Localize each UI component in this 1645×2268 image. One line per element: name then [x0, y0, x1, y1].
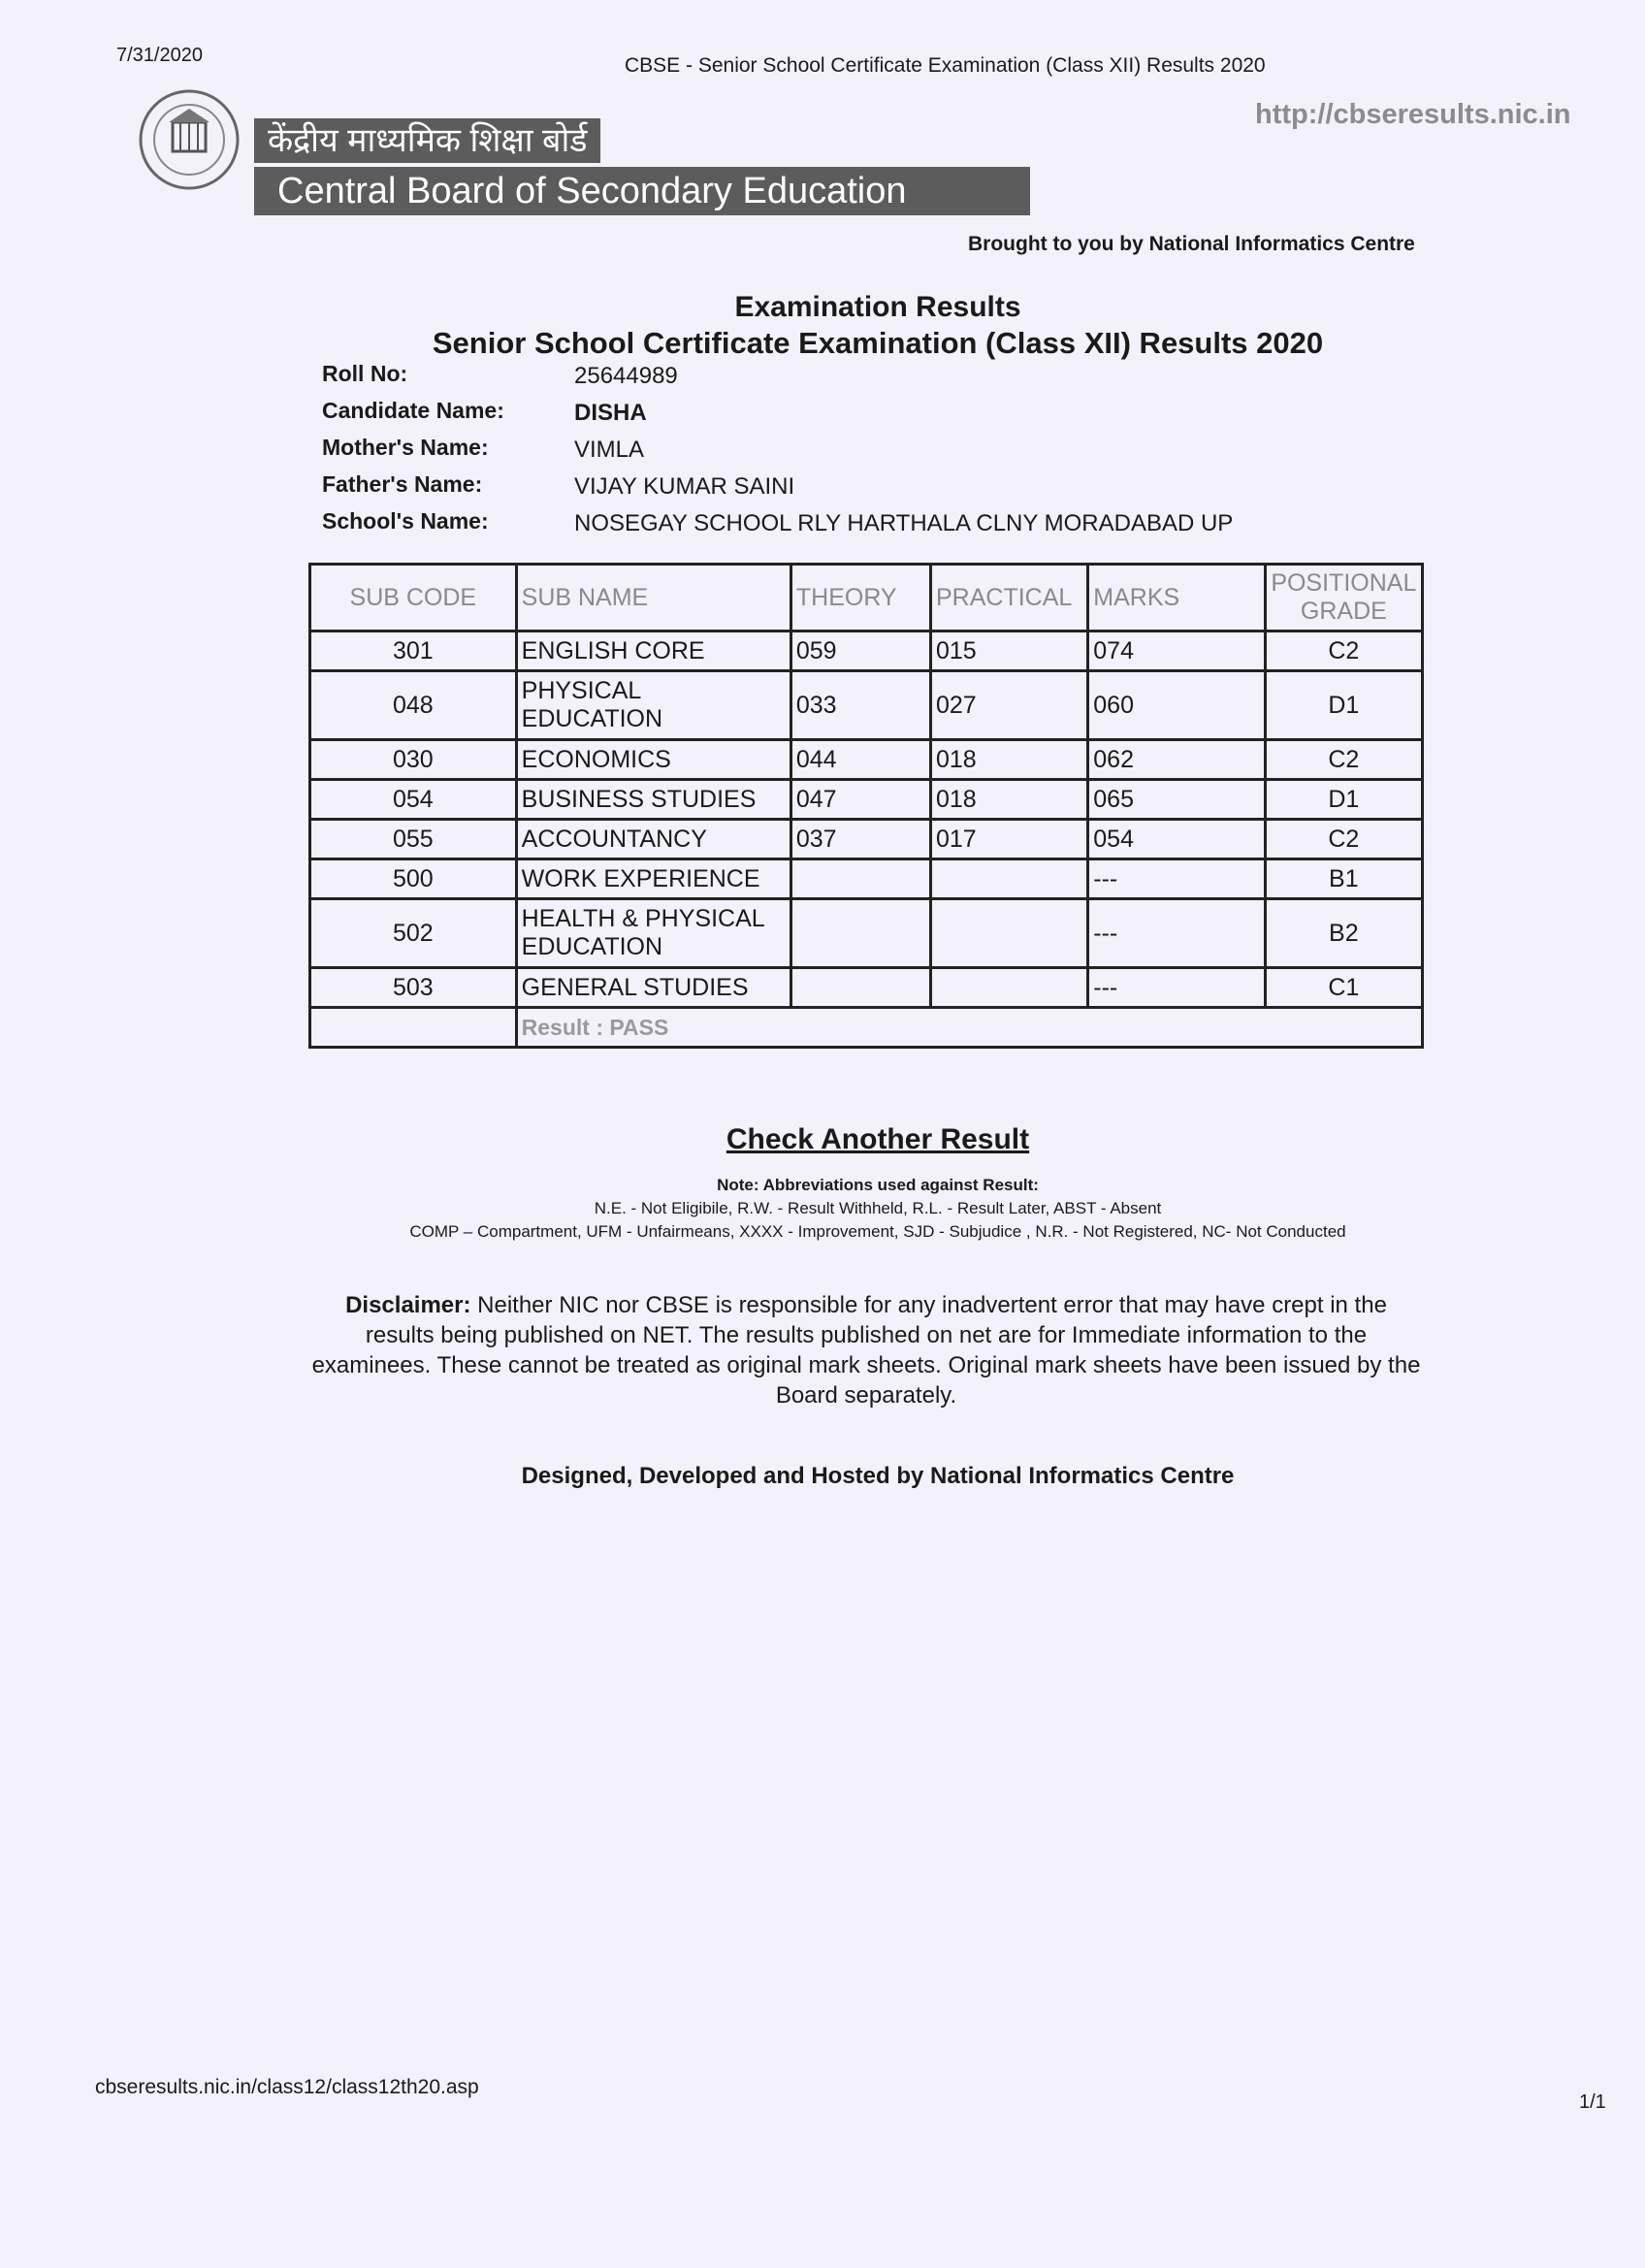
exam-heading: Examination Results — [734, 291, 1021, 323]
theory-cell — [790, 968, 930, 1008]
banner-hindi: केंद्रीय माध्यमिक शिक्षा बोर्ड — [254, 118, 600, 163]
mother-name-value: VIMLA — [574, 437, 645, 463]
sub-code-cell: 503 — [310, 968, 517, 1008]
header-sub-name: SUB NAME — [516, 565, 790, 632]
roll-value: 25644989 — [574, 363, 678, 389]
marks-cell: 060 — [1088, 671, 1265, 740]
practical-cell: 027 — [931, 671, 1088, 740]
sub-code-cell: 055 — [310, 820, 517, 859]
grade-cell: C2 — [1265, 740, 1422, 780]
sub-name-cell: BUSINESS STUDIES — [516, 780, 790, 820]
header-sub-code: SUB CODE — [310, 565, 517, 632]
theory-cell: 033 — [790, 671, 930, 740]
marks-cell: 054 — [1088, 820, 1265, 859]
disclaimer — [308, 1290, 1424, 1410]
banner-english: Central Board of Secondary Education — [254, 167, 1030, 215]
note-abbreviations-line1: N.E. - Not Eligibile, R.W. - Result Withheld, R.L. - Result Later, ABST - Absent — [594, 1199, 1162, 1217]
sub-name-cell: ECONOMICS — [516, 740, 790, 780]
theory-cell: 059 — [790, 632, 930, 671]
school-name-label: School's Name: — [322, 508, 489, 534]
sub-name-cell: HEALTH & PHYSICAL EDUCATION — [516, 899, 790, 968]
disclaimer-text: Neither NIC nor CBSE is responsible for any inadvertent error that may have crept in the results being published on NET. The results published on net are for Immediate information to the examinees. These cannot be treated as original mark sheets. Original mark sheets have been issued by the Board separately. — [311, 1292, 1421, 1409]
header-theory: THEORY — [790, 565, 930, 632]
table-row — [310, 780, 1423, 820]
practical-cell: 018 — [931, 780, 1088, 820]
grade-cell: D1 — [1265, 671, 1422, 740]
header-practical: PRACTICAL — [931, 565, 1088, 632]
page-number: 1/1 — [1579, 2091, 1606, 2113]
theory-cell — [790, 899, 930, 968]
marks-cell: --- — [1088, 968, 1265, 1008]
table-row — [310, 740, 1423, 780]
table-row — [310, 632, 1423, 671]
table-row — [310, 859, 1423, 899]
hosted-by-text: Designed, Developed and Hosted by National Informatics Centre — [521, 1463, 1235, 1489]
results-table — [308, 563, 1424, 1049]
note-title: Note: Abbreviations used against Result: — [717, 1176, 1039, 1194]
sub-code-cell: 500 — [310, 859, 517, 899]
table-row — [310, 968, 1423, 1008]
result-empty-cell — [310, 1008, 517, 1048]
grade-cell: C2 — [1265, 632, 1422, 671]
result-status: Result : PASS — [516, 1008, 1422, 1048]
practical-cell — [931, 859, 1088, 899]
marks-cell: 065 — [1088, 780, 1265, 820]
mother-name-label: Mother's Name: — [322, 435, 489, 460]
practical-cell — [931, 968, 1088, 1008]
sub-code-cell: 301 — [310, 632, 517, 671]
brought-by-text: Brought to you by National Informatics Centre — [968, 233, 1415, 255]
school-name-value: NOSEGAY SCHOOL RLY HARTHALA CLNY MORADABAD UP — [574, 510, 1234, 536]
marks-cell: 062 — [1088, 740, 1265, 780]
note-abbreviations-line2: COMP – Compartment, UFM - Unfairmeans, XXXX - Improvement, SJD - Subjudice , N.R. - Not Registered, NC- Not Conducted — [409, 1222, 1346, 1241]
marks-cell: --- — [1088, 859, 1265, 899]
sub-code-cell: 030 — [310, 740, 517, 780]
practical-cell: 015 — [931, 632, 1088, 671]
table-row — [310, 671, 1423, 740]
father-name-label: Father's Name: — [322, 471, 483, 497]
practical-cell: 018 — [931, 740, 1088, 780]
practical-cell — [931, 899, 1088, 968]
marks-cell: --- — [1088, 899, 1265, 968]
theory-cell — [790, 859, 930, 899]
print-title: CBSE - Senior School Certificate Examination (Class XII) Results 2020 — [625, 54, 1266, 77]
disclaimer-label: Disclaimer: — [345, 1292, 471, 1318]
candidate-name-value: DISHA — [574, 400, 647, 426]
grade-cell: C2 — [1265, 820, 1422, 859]
header-positional-grade: POSITIONAL GRADE — [1265, 565, 1422, 632]
candidate-name-label: Candidate Name: — [322, 398, 504, 423]
roll-label: Roll No: — [322, 361, 408, 386]
footer-url: cbseresults.nic.in/class12/class12th20.asp — [95, 2076, 479, 2098]
father-name-value: VIJAY KUMAR SAINI — [574, 473, 795, 500]
check-another-result-link[interactable]: Check Another Result — [726, 1123, 1030, 1155]
table-row — [310, 899, 1423, 968]
grade-cell: C1 — [1265, 968, 1422, 1008]
sub-name-cell: ENGLISH CORE — [516, 632, 790, 671]
practical-cell: 017 — [931, 820, 1088, 859]
sub-code-cell: 054 — [310, 780, 517, 820]
marks-cell: 074 — [1088, 632, 1265, 671]
cbse-emblem-icon — [136, 83, 242, 200]
table-header-row — [310, 565, 1423, 632]
sub-name-cell: PHYSICAL EDUCATION — [516, 671, 790, 740]
grade-cell: B1 — [1265, 859, 1422, 899]
site-url-link[interactable]: http://cbseresults.nic.in — [1255, 99, 1571, 130]
sub-name-cell: ACCOUNTANCY — [516, 820, 790, 859]
theory-cell: 037 — [790, 820, 930, 859]
sub-code-cell: 502 — [310, 899, 517, 968]
grade-cell: D1 — [1265, 780, 1422, 820]
sub-name-cell: GENERAL STUDIES — [516, 968, 790, 1008]
table-row — [310, 820, 1423, 859]
header-marks: MARKS — [1088, 565, 1265, 632]
sub-code-cell: 048 — [310, 671, 517, 740]
result-row — [310, 1008, 1423, 1048]
sub-name-cell: WORK EXPERIENCE — [516, 859, 790, 899]
theory-cell: 047 — [790, 780, 930, 820]
exam-subheading: Senior School Certificate Examination (Class XII) Results 2020 — [432, 326, 1324, 360]
print-date: 7/31/2020 — [116, 45, 203, 66]
theory-cell: 044 — [790, 740, 930, 780]
grade-cell: B2 — [1265, 899, 1422, 968]
